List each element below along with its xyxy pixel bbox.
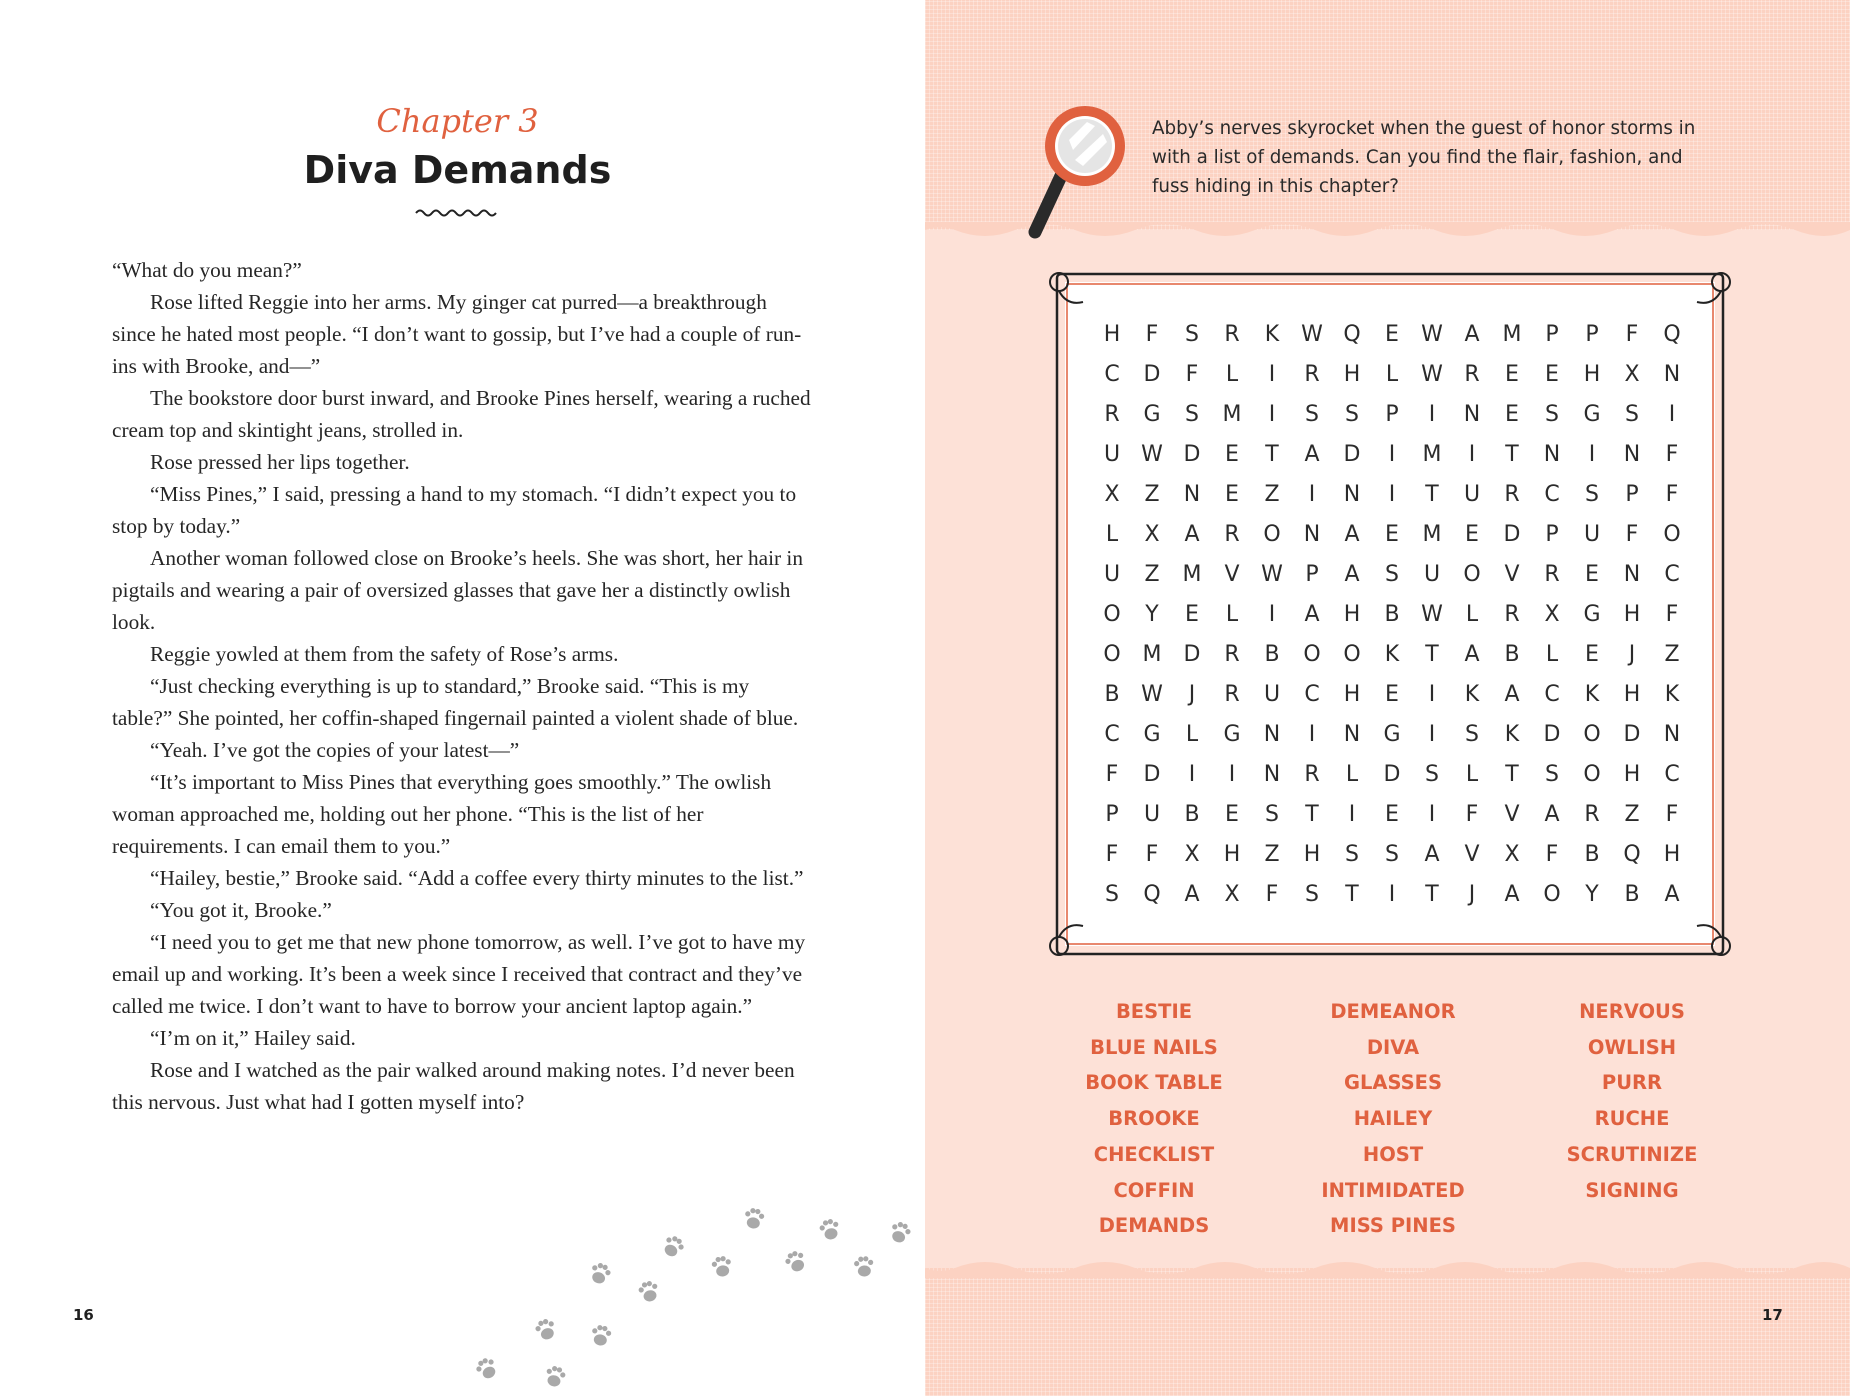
grid-letter[interactable]: Z: [1664, 641, 1680, 667]
grid-letter[interactable]: V: [1504, 801, 1520, 827]
grid-letter[interactable]: F: [1145, 321, 1159, 347]
grid-letter[interactable]: P: [1545, 321, 1559, 347]
grid-letter[interactable]: M: [1182, 561, 1202, 587]
grid-letter[interactable]: L: [1185, 721, 1199, 747]
grid-letter[interactable]: W: [1141, 441, 1163, 467]
word-list-item: DIVA: [1366, 1035, 1420, 1059]
grid-letter[interactable]: N: [1183, 481, 1201, 507]
grid-letter[interactable]: T: [1305, 801, 1319, 827]
grid-letter[interactable]: I: [1388, 881, 1396, 907]
grid-letter[interactable]: L: [1385, 361, 1399, 387]
grid-letter[interactable]: G: [1223, 721, 1241, 747]
grid-letter[interactable]: N: [1623, 441, 1641, 467]
bottom-band: [925, 1268, 1850, 1396]
grid-letter[interactable]: T: [1425, 881, 1439, 907]
grid-letter[interactable]: X: [1224, 881, 1240, 907]
paw-print-icon: [660, 1233, 687, 1260]
grid-letter[interactable]: W: [1141, 681, 1163, 707]
grid-letter[interactable]: E: [1385, 521, 1399, 547]
grid-letter[interactable]: W: [1421, 361, 1443, 387]
grid-letter[interactable]: U: [1103, 561, 1121, 587]
grid-letter[interactable]: E: [1185, 601, 1199, 627]
story-paragraph: Reggie yowled at them from the safety of Rose’s arms.: [150, 642, 619, 666]
grid-letter[interactable]: H: [1343, 601, 1361, 627]
grid-letter[interactable]: I: [1188, 761, 1196, 787]
grid-letter[interactable]: N: [1623, 561, 1641, 587]
grid-letter[interactable]: B: [1504, 641, 1520, 667]
grid-letter[interactable]: I: [1388, 481, 1396, 507]
grid-letter[interactable]: D: [1143, 361, 1161, 387]
grid-letter[interactable]: I: [1308, 481, 1316, 507]
grid-letter[interactable]: S: [1185, 321, 1199, 347]
grid-letter[interactable]: S: [1185, 401, 1199, 427]
page-number-left: 16: [73, 1306, 94, 1324]
paw-print-icon: [590, 1324, 612, 1347]
grid-letter[interactable]: L: [1345, 761, 1359, 787]
grid-letter[interactable]: D: [1143, 761, 1161, 787]
grid-letter[interactable]: A: [1504, 881, 1520, 907]
grid-letter[interactable]: F: [1665, 801, 1679, 827]
grid-letter[interactable]: S: [1305, 881, 1319, 907]
grid-letter[interactable]: Q: [1143, 881, 1161, 907]
grid-letter[interactable]: E: [1385, 681, 1399, 707]
grid-letter[interactable]: I: [1668, 401, 1676, 427]
grid-letter[interactable]: C: [1664, 561, 1680, 587]
grid-letter[interactable]: A: [1464, 321, 1480, 347]
grid-letter[interactable]: R: [1224, 641, 1240, 667]
grid-letter[interactable]: I: [1428, 721, 1436, 747]
grid-letter[interactable]: S: [1265, 801, 1279, 827]
story-paragraph: “What do you mean?”: [112, 258, 302, 282]
grid-letter[interactable]: W: [1421, 321, 1443, 347]
grid-letter[interactable]: O: [1103, 601, 1121, 627]
grid-letter[interactable]: F: [1665, 601, 1679, 627]
paw-print-icon: [588, 1261, 613, 1286]
grid-letter[interactable]: O: [1263, 521, 1281, 547]
grid-letter[interactable]: M: [1422, 441, 1442, 467]
grid-letter[interactable]: I: [1468, 441, 1476, 467]
grid-letter[interactable]: E: [1585, 561, 1599, 587]
grid-letter[interactable]: O: [1583, 721, 1601, 747]
grid-letter[interactable]: F: [1105, 761, 1119, 787]
grid-letter[interactable]: H: [1223, 841, 1241, 867]
grid-letter[interactable]: O: [1103, 641, 1121, 667]
grid-letter[interactable]: U: [1463, 481, 1481, 507]
story-paragraph: “It’s important to Miss Pines that everything goes smoothly.” The owlish woman approached me, holding out her phone. “This is the list of her requirements. I can email them to you.”: [112, 770, 772, 858]
grid-letter[interactable]: Z: [1144, 561, 1160, 587]
grid-letter[interactable]: N: [1463, 401, 1481, 427]
grid-letter[interactable]: I: [1588, 441, 1596, 467]
grid-letter[interactable]: N: [1343, 721, 1361, 747]
grid-letter[interactable]: H: [1343, 361, 1361, 387]
grid-letter[interactable]: C: [1104, 361, 1120, 387]
grid-letter[interactable]: F: [1185, 361, 1199, 387]
grid-letter[interactable]: A: [1344, 561, 1360, 587]
page-number-right: 17: [1762, 1306, 1783, 1324]
squiggle-divider-icon: [414, 208, 500, 218]
word-list-item: BROOKE: [1108, 1107, 1200, 1131]
grid-letter[interactable]: C: [1304, 681, 1320, 707]
grid-letter[interactable]: P: [1585, 321, 1599, 347]
grid-letter[interactable]: A: [1464, 641, 1480, 667]
grid-letter[interactable]: J: [1628, 641, 1636, 667]
grid-letter[interactable]: S: [1545, 401, 1559, 427]
grid-letter[interactable]: G: [1143, 401, 1161, 427]
grid-letter[interactable]: K: [1504, 721, 1520, 747]
grid-letter[interactable]: L: [1465, 601, 1479, 627]
grid-letter[interactable]: H: [1623, 761, 1641, 787]
grid-letter[interactable]: G: [1583, 401, 1601, 427]
story-paragraph: Rose and I watched as the pair walked around making notes. I’d never been this nervous. Just what had I gotten myself into?: [112, 1058, 795, 1114]
grid-letter[interactable]: P: [1385, 401, 1399, 427]
grid-letter[interactable]: F: [1665, 441, 1679, 467]
story-paragraph: Rose lifted Reggie into her arms. My ginger cat purred—a breakthrough since he hated most people. “I don’t want to gossip, but I’ve had a couple of run-ins with Brooke, and—”: [112, 290, 802, 378]
grid-letter[interactable]: Z: [1264, 481, 1280, 507]
grid-letter[interactable]: O: [1543, 881, 1561, 907]
grid-letter[interactable]: I: [1308, 721, 1316, 747]
grid-letter[interactable]: I: [1388, 441, 1396, 467]
word-list-item: HAILEY: [1353, 1107, 1433, 1131]
grid-letter[interactable]: U: [1583, 521, 1601, 547]
grid-letter[interactable]: O: [1343, 641, 1361, 667]
grid-letter[interactable]: H: [1623, 681, 1641, 707]
grid-letter[interactable]: T: [1425, 481, 1439, 507]
grid-letter[interactable]: O: [1303, 641, 1321, 667]
story-paragraph: “You got it, Brooke.”: [150, 898, 332, 922]
word-list-item: BOOK TABLE: [1085, 1071, 1223, 1095]
grid-letter[interactable]: A: [1304, 601, 1320, 627]
grid-letter[interactable]: D: [1503, 521, 1521, 547]
grid-letter[interactable]: A: [1544, 801, 1560, 827]
grid-letter[interactable]: H: [1623, 601, 1641, 627]
grid-letter[interactable]: R: [1224, 521, 1240, 547]
grid-letter[interactable]: Z: [1144, 481, 1160, 507]
grid-letter[interactable]: U: [1143, 801, 1161, 827]
word-list-item: SIGNING: [1585, 1178, 1679, 1202]
paw-print-icon: [783, 1248, 809, 1274]
story-paragraph: “I need you to get me that new phone tomorrow, as well. I’ve got to have my email up and working. It’s been a week since I received that contract and they’ve called me twice. I don’t want to have to borrow your ancient laptop again.”: [112, 930, 806, 1018]
grid-letter[interactable]: L: [1225, 361, 1239, 387]
grid-letter[interactable]: G: [1583, 601, 1601, 627]
paw-print-icon: [711, 1255, 733, 1278]
grid-letter[interactable]: P: [1625, 481, 1639, 507]
grid-letter[interactable]: U: [1103, 441, 1121, 467]
grid-letter[interactable]: S: [1625, 401, 1639, 427]
grid-letter[interactable]: J: [1468, 881, 1476, 907]
word-list-item: HOST: [1362, 1142, 1424, 1166]
paw-print-icon: [743, 1207, 765, 1230]
grid-letter[interactable]: R: [1224, 681, 1240, 707]
word-list-item: CHECKLIST: [1093, 1142, 1215, 1166]
grid-letter[interactable]: U: [1263, 681, 1281, 707]
grid-letter[interactable]: T: [1425, 641, 1439, 667]
grid-letter[interactable]: L: [1545, 641, 1559, 667]
grid-letter[interactable]: B: [1584, 841, 1600, 867]
word-list-item: PURR: [1601, 1071, 1663, 1095]
grid-letter[interactable]: K: [1384, 641, 1400, 667]
grid-letter[interactable]: E: [1585, 641, 1599, 667]
story-paragraph: Another woman followed close on Brooke’s heels. She was short, her hair in pigtails and wearing a pair of oversized glasses that gave her a distinctly owlish look.: [112, 546, 803, 634]
story-paragraph: “Just checking everything is up to standard,” Brooke said. “This is my table?” She pointed, her coffin-shaped fingernail painted a violent shade of blue.: [112, 674, 799, 730]
grid-letter[interactable]: A: [1504, 681, 1520, 707]
word-list-item: RUCHE: [1594, 1107, 1670, 1131]
grid-letter[interactable]: Q: [1623, 841, 1641, 867]
grid-letter[interactable]: A: [1664, 881, 1680, 907]
grid-letter[interactable]: T: [1265, 441, 1279, 467]
grid-letter[interactable]: R: [1584, 801, 1600, 827]
grid-letter[interactable]: K: [1464, 681, 1480, 707]
grid-letter[interactable]: R: [1304, 761, 1320, 787]
grid-letter[interactable]: D: [1183, 441, 1201, 467]
word-list-column-3: [1502, 994, 1762, 1208]
grid-letter[interactable]: E: [1225, 481, 1239, 507]
paw-print-trail: [460, 1195, 920, 1396]
grid-letter[interactable]: S: [1345, 841, 1359, 867]
magnifying-glass-icon: [1025, 100, 1135, 245]
grid-letter[interactable]: I: [1268, 601, 1276, 627]
paw-print-icon: [533, 1317, 558, 1342]
grid-letter[interactable]: D: [1383, 761, 1401, 787]
grid-letter[interactable]: S: [1385, 841, 1399, 867]
grid-letter[interactable]: M: [1222, 401, 1242, 427]
grid-letter[interactable]: I: [1268, 401, 1276, 427]
grid-letter[interactable]: Y: [1145, 601, 1159, 627]
grid-letter[interactable]: M: [1142, 641, 1162, 667]
grid-letter[interactable]: Z: [1624, 801, 1640, 827]
grid-letter[interactable]: D: [1183, 641, 1201, 667]
grid-letter[interactable]: Y: [1585, 881, 1599, 907]
grid-letter[interactable]: I: [1348, 801, 1356, 827]
grid-letter[interactable]: K: [1664, 681, 1680, 707]
word-list-item: DEMANDS: [1098, 1214, 1210, 1238]
grid-letter[interactable]: P: [1105, 801, 1119, 827]
word-list-item: SCRUTINIZE: [1566, 1142, 1698, 1166]
grid-letter[interactable]: X: [1544, 601, 1560, 627]
grid-letter[interactable]: G: [1383, 721, 1401, 747]
grid-letter[interactable]: V: [1224, 561, 1240, 587]
grid-letter[interactable]: C: [1664, 761, 1680, 787]
grid-letter[interactable]: X: [1144, 521, 1160, 547]
grid-letter[interactable]: F: [1465, 801, 1479, 827]
grid-letter[interactable]: M: [1502, 321, 1522, 347]
grid-letter[interactable]: S: [1585, 481, 1599, 507]
grid-letter[interactable]: I: [1428, 401, 1436, 427]
grid-letter[interactable]: O: [1663, 521, 1681, 547]
grid-letter[interactable]: I: [1428, 681, 1436, 707]
word-list-item: DEMEANOR: [1330, 1000, 1456, 1023]
grid-letter[interactable]: S: [1345, 401, 1359, 427]
grid-letter[interactable]: N: [1263, 721, 1281, 747]
word-list-item: BESTIE: [1115, 1000, 1193, 1023]
grid-letter[interactable]: I: [1268, 361, 1276, 387]
grid-letter[interactable]: R: [1504, 601, 1520, 627]
grid-letter[interactable]: G: [1143, 721, 1161, 747]
word-list-item: INTIMIDATED: [1321, 1178, 1465, 1202]
grid-letter[interactable]: F: [1265, 881, 1279, 907]
grid-letter[interactable]: E: [1545, 361, 1559, 387]
grid-letter[interactable]: B: [1184, 801, 1200, 827]
grid-letter[interactable]: H: [1103, 321, 1121, 347]
grid-letter[interactable]: S: [1305, 401, 1319, 427]
story-paragraph: “Hailey, bestie,” Brooke said. “Add a coffee every thirty minutes to the list.”: [150, 866, 804, 890]
paw-print-icon: [473, 1355, 500, 1382]
grid-letter[interactable]: C: [1544, 481, 1560, 507]
grid-letter[interactable]: B: [1264, 641, 1280, 667]
grid-letter[interactable]: B: [1624, 881, 1640, 907]
grid-letter[interactable]: R: [1304, 361, 1320, 387]
grid-letter[interactable]: W: [1261, 561, 1283, 587]
grid-letter[interactable]: E: [1505, 401, 1519, 427]
grid-letter[interactable]: R: [1504, 481, 1520, 507]
grid-letter[interactable]: E: [1385, 801, 1399, 827]
grid-letter[interactable]: N: [1663, 721, 1681, 747]
grid-letter[interactable]: V: [1464, 841, 1480, 867]
grid-letter[interactable]: S: [1105, 881, 1119, 907]
word-list-column-2: [1263, 994, 1523, 1244]
grid-letter[interactable]: F: [1665, 481, 1679, 507]
grid-letter[interactable]: S: [1465, 721, 1479, 747]
grid-letter[interactable]: S: [1545, 761, 1559, 787]
grid-letter[interactable]: Q: [1663, 321, 1681, 347]
story-paragraph: “Miss Pines,” I said, pressing a hand to my stomach. “I didn’t expect you to stop by today.”: [112, 482, 797, 538]
grid-letter[interactable]: Z: [1264, 841, 1280, 867]
grid-letter[interactable]: F: [1545, 841, 1559, 867]
grid-letter[interactable]: X: [1504, 841, 1520, 867]
grid-letter[interactable]: N: [1303, 521, 1321, 547]
word-list-item: MISS PINES: [1330, 1214, 1456, 1238]
grid-letter[interactable]: E: [1465, 521, 1479, 547]
word-list-item: GLASSES: [1343, 1071, 1443, 1095]
grid-letter[interactable]: T: [1505, 761, 1519, 787]
puzzle-intro: Abby’s nerves skyrocket when the guest of honor storms in with a list of demands. Can you find the flair, fashion, and fuss hiding in this chapter?: [1152, 118, 1696, 197]
grid-letter[interactable]: F: [1625, 521, 1639, 547]
grid-letter[interactable]: R: [1544, 561, 1560, 587]
story-paragraph: “Yeah. I’ve got the copies of your latest—”: [150, 738, 520, 762]
grid-letter[interactable]: W: [1421, 601, 1443, 627]
grid-letter[interactable]: D: [1543, 721, 1561, 747]
grid-letter[interactable]: S: [1385, 561, 1399, 587]
grid-letter[interactable]: U: [1423, 561, 1441, 587]
paw-print-icon: [818, 1217, 842, 1241]
grid-letter[interactable]: M: [1422, 521, 1442, 547]
paw-print-icon: [637, 1279, 661, 1303]
grid-letter[interactable]: O: [1463, 561, 1481, 587]
grid-letter[interactable]: L: [1225, 601, 1239, 627]
grid-letter[interactable]: X: [1104, 481, 1120, 507]
story-text: [112, 254, 812, 1118]
bottom-wave-edge: [925, 1254, 1850, 1278]
grid-letter[interactable]: K: [1264, 321, 1280, 347]
grid-letter[interactable]: A: [1304, 441, 1320, 467]
paw-print-icon: [854, 1256, 875, 1278]
grid-letter[interactable]: B: [1384, 601, 1400, 627]
grid-letter[interactable]: P: [1305, 561, 1319, 587]
word-list-column-1: [1024, 994, 1284, 1244]
grid-letter[interactable]: N: [1263, 761, 1281, 787]
grid-letter[interactable]: A: [1184, 521, 1200, 547]
grid-letter[interactable]: C: [1104, 721, 1120, 747]
grid-letter[interactable]: T: [1505, 441, 1519, 467]
grid-letter[interactable]: V: [1504, 561, 1520, 587]
grid-letter[interactable]: A: [1184, 881, 1200, 907]
grid-letter[interactable]: A: [1344, 521, 1360, 547]
grid-letter[interactable]: R: [1464, 361, 1480, 387]
grid-letter[interactable]: H: [1303, 841, 1321, 867]
grid-letter[interactable]: Q: [1343, 321, 1361, 347]
word-list-item: NERVOUS: [1579, 1000, 1685, 1023]
grid-letter[interactable]: B: [1104, 681, 1120, 707]
story-paragraph: “I’m on it,” Hailey said.: [150, 1026, 356, 1050]
word-list-item: COFFIN: [1113, 1178, 1195, 1202]
chapter-title: Diva Demands: [303, 148, 612, 192]
grid-letter[interactable]: L: [1105, 521, 1119, 547]
grid-letter[interactable]: K: [1584, 681, 1600, 707]
grid-letter[interactable]: H: [1663, 841, 1681, 867]
grid-letter[interactable]: A: [1424, 841, 1440, 867]
story-paragraph: Rose pressed her lips together.: [150, 450, 410, 474]
grid-letter[interactable]: S: [1425, 761, 1439, 787]
grid-letter[interactable]: L: [1465, 761, 1479, 787]
grid-letter[interactable]: X: [1184, 841, 1200, 867]
grid-letter[interactable]: J: [1188, 681, 1196, 707]
grid-letter[interactable]: F: [1145, 841, 1159, 867]
grid-letter[interactable]: F: [1625, 321, 1639, 347]
grid-letter[interactable]: N: [1663, 361, 1681, 387]
paw-print-icon: [888, 1220, 913, 1245]
grid-letter[interactable]: P: [1545, 521, 1559, 547]
grid-letter[interactable]: O: [1583, 761, 1601, 787]
word-list-item: BLUE NAILS: [1090, 1035, 1218, 1059]
grid-letter[interactable]: N: [1343, 481, 1361, 507]
paw-print-icon: [543, 1364, 567, 1388]
grid-letter[interactable]: E: [1505, 361, 1519, 387]
grid-letter[interactable]: I: [1228, 761, 1236, 787]
grid-letter[interactable]: E: [1385, 321, 1399, 347]
grid-letter[interactable]: H: [1583, 361, 1601, 387]
grid-letter[interactable]: E: [1225, 801, 1239, 827]
chapter-label: Chapter 3: [376, 102, 539, 140]
grid-letter[interactable]: C: [1544, 681, 1560, 707]
grid-letter[interactable]: E: [1225, 441, 1239, 467]
grid-letter[interactable]: X: [1624, 361, 1640, 387]
grid-letter[interactable]: H: [1343, 681, 1361, 707]
word-list-item: OWLISH: [1587, 1035, 1677, 1059]
grid-letter[interactable]: D: [1343, 441, 1361, 467]
grid-letter[interactable]: F: [1105, 841, 1119, 867]
grid-letter[interactable]: T: [1345, 881, 1359, 907]
grid-letter[interactable]: R: [1104, 401, 1120, 427]
grid-letter[interactable]: W: [1301, 321, 1323, 347]
story-paragraph: The bookstore door burst inward, and Brooke Pines herself, wearing a ruched cream top and skintight jeans, strolled in.: [112, 386, 811, 442]
word-search-grid[interactable]: [1092, 314, 1692, 914]
grid-letter[interactable]: R: [1224, 321, 1240, 347]
grid-letter[interactable]: N: [1543, 441, 1561, 467]
grid-letter[interactable]: I: [1428, 801, 1436, 827]
grid-letter[interactable]: D: [1623, 721, 1641, 747]
